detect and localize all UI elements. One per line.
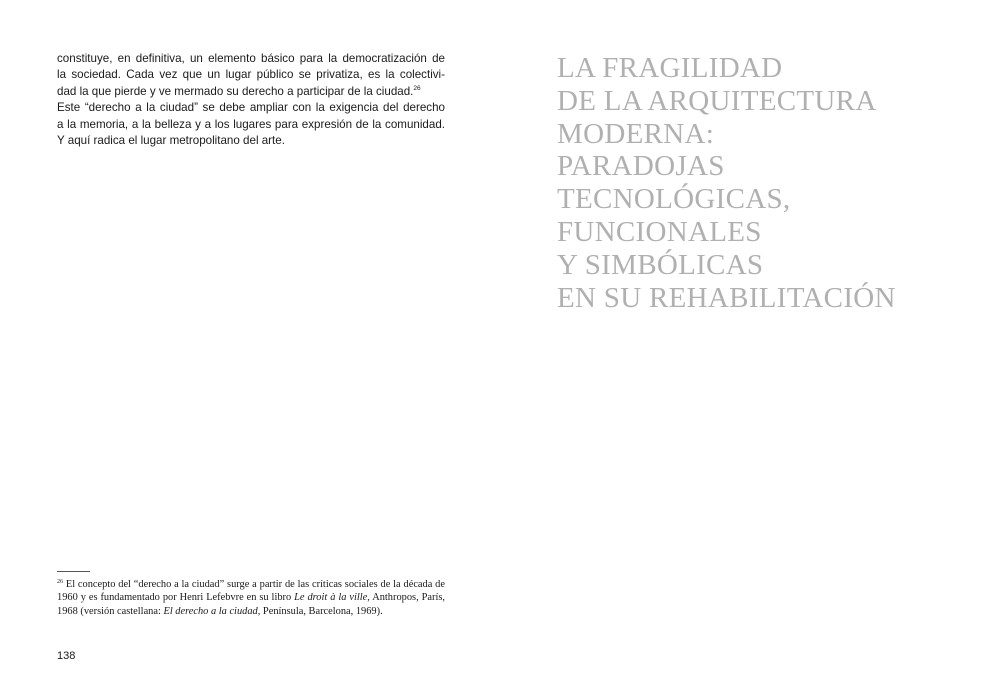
title-line: LA FRAGILIDAD bbox=[557, 52, 783, 84]
footnote-line: 1968 (versión castellana: El derecho a la ciudad, Península, Barcelona, 1969). bbox=[57, 605, 383, 617]
chapter-title bbox=[557, 52, 896, 314]
footnote-divider bbox=[57, 571, 90, 572]
page-number: 138 bbox=[57, 650, 76, 662]
footnote-line: 1960 y es fundamentado por Henri Lefebvre en su libro Le droit à la ville, Anthropos, París, bbox=[57, 592, 445, 604]
book-title: El derecho a la ciudad bbox=[163, 605, 258, 617]
title-line: EN SU REHABILITACIÓN bbox=[557, 281, 896, 314]
title-line: Y SIMBÓLICAS bbox=[557, 248, 764, 281]
body-line: constituye, en definitiva, un elemento básico para la democratización de bbox=[57, 52, 445, 65]
footnote-line: $^{26}$ El concepto del “derecho a la ciudad” surge a partir de las críticas sociales de la década de bbox=[57, 579, 445, 590]
body-paragraph bbox=[57, 51, 445, 149]
footnote bbox=[57, 578, 445, 618]
body-line: Y aquí radica el lugar metropolitano del arte. bbox=[57, 134, 285, 148]
body-line: la sociedad. Cada vez que un lugar público se privatiza, es la colectivi- bbox=[57, 68, 445, 82]
footnote-number: 26 bbox=[57, 579, 63, 585]
title-line: MODERNA: bbox=[557, 117, 715, 150]
book-title: Le droit à la ville bbox=[294, 592, 368, 604]
body-line: a la memoria, a la belleza y a los lugares para expresión de la comunidad. bbox=[57, 117, 445, 131]
body-line: dad la que pierde y ve mermado su derecho a participar de la ciudad.$^{26}$ bbox=[57, 84, 421, 98]
body-line: Este “derecho a la ciudad” se debe ampliar con la exigencia del derecho bbox=[57, 101, 445, 115]
title-line: DE LA ARQUITECTURA bbox=[557, 84, 877, 117]
title-line: TECNOLÓGICAS, bbox=[557, 183, 791, 216]
footnote-reference[interactable]: 26 bbox=[413, 84, 421, 92]
title-line: PARADOJAS bbox=[557, 150, 725, 183]
title-line: FUNCIONALES bbox=[557, 215, 762, 248]
